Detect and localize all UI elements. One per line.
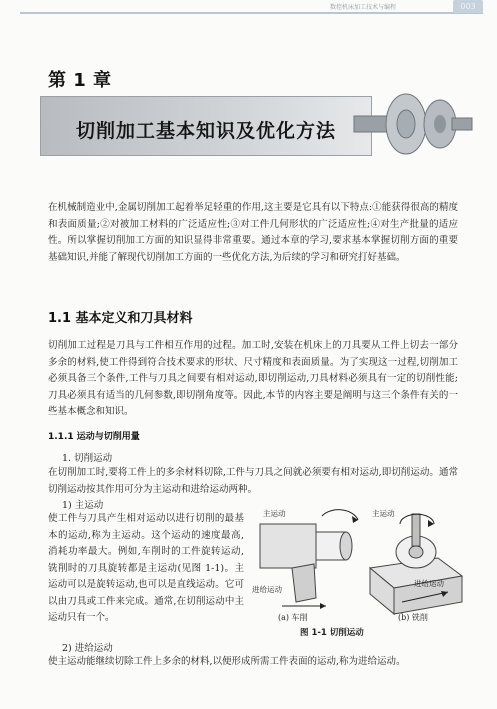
label-feed-motion-b: 进给运动 [414,579,444,588]
figure-subcaption-a: (a) 车削 [278,613,308,622]
label-feed-motion-a: 进给运动 [252,585,282,594]
chapter-title: 切削加工基本知识及优化方法 [76,120,337,142]
figure-caption: 图 1-1 切削运动 [300,628,364,638]
gear-assembly-illustration [348,86,474,162]
cutting-motion-figure [252,506,466,626]
label-main-motion-b: 主运动 [372,509,395,518]
header-rule [20,12,483,14]
page-header [0,0,497,22]
cutting-motion-body: 在切削加工时,要将工件上的多余材料切除,工件与刀具之间就必须要有相对运动,即切削运动。通常切削运动按其作用可分为主运动和进给运动两种。 [48,467,458,495]
page-number: 003 [453,0,483,13]
label-main-motion-a: 主运动 [263,509,286,518]
figure-subcaption-b: (b) 铣削 [398,613,428,622]
section-heading: 1.1 基本定义和刀具材料 [48,311,193,326]
intro-paragraph: 在机械制造业中,金属切削加工起着举足轻重的作用,这主要是它具有以下特点:①能获得很高的精度和表面质量;②对被加工材料的广泛适应性;③对工件几何形状的广泛适应性;④对生产批量的适应性。所以掌握切削加工方面的知识显得非常重要。通过本章的学习,要求基本掌握切削方面的重要基础知识,并能了解现代切削加工方面的一些优化方法,为后续的学习和研究打好基础。 [48,202,458,263]
milling-diagram [370,514,462,614]
section-body: 切削加工过程是刀具与工件相互作用的过程。加工时,安装在机床上的刀具要从工件上切去一部分多余的材料,使工件得到符合技术要求的形状、尺寸精度和表面质量。为了实现这一过程,切削加工必须具备三个条件,工件与刀具之间要有相对运动,即切削运动,刀具材料必须具有一定的切削性能;刀具必须具有适当的几何参数,即切削角度等。因此,本节的内容主要是阐明与这三个条件有关的一些基本概念和知识。 [48,340,458,417]
item-cutting-motion: 1. 切削运动 [62,453,113,464]
main-motion-title: 1) 主运动 [62,500,104,511]
feed-motion-title: 2) 进给运动 [62,643,113,654]
chapter-label: 第 1 章 [48,70,112,91]
feed-motion-body: 使主运动能继续切除工件上多余的材料,以便形成所需工件表面的运动,称为进给运动。 [48,656,406,667]
main-motion-body: 使工件与刀具产生相对运动以进行切削的最基本的运动,称为主运动。这个运动的速度最高,消耗功率最大。例如,车削时的工件旋转运动,铣削时的刀具旋转都是主运动(见图 1-1)。主运动可以是旋转运动,也可以是直线运动。它可以由刀具或工件来完成。通常,在切削运动中主运动只有一个。 [48,513,244,623]
running-head: 数控机床加工技术与编程 [330,4,397,11]
subsection-heading: 1.1.1 运动与切削用量 [48,432,140,442]
